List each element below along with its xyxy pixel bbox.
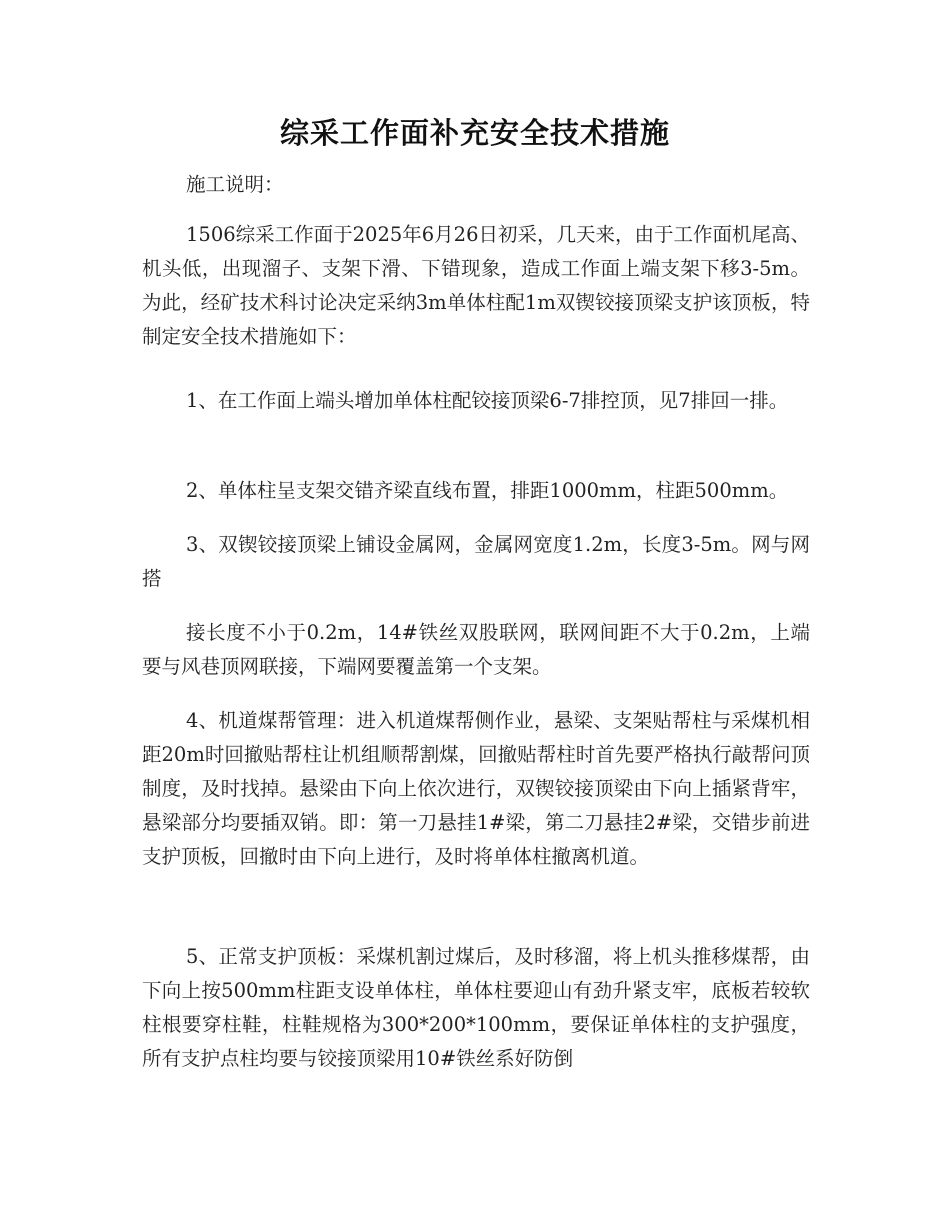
paragraph-background: 1506综采工作面于2025年6月26日初采，几天来，由于工作面机尾高、机头低，出现溜子、支架下滑、下错现象，造成工作面上端支架下移3-5m。为此，经矿技术科讨论决定采纳3m单体柱配1m双锲铰接顶梁支护该顶板，特制定安全技术措施如下： xyxy=(142,223,810,348)
paragraph-measure-3: 3、双锲铰接顶梁上铺设金属网，金属网宽度1.2m，长度3-5m。网与网搭 xyxy=(142,533,810,590)
paragraph-measure-5: 5、正常支护顶板：采煤机割过煤后，及时移溜，将上机头推移煤帮，由下向上按500mm柱距支设单体柱，单体柱要迎山有劲升紧支牢，底板若较软柱根要穿柱鞋，柱鞋规格为300*200*100mm，要保证单体柱的支护强度，所有支护点柱均要与铰接顶梁用10#铁丝系好防倒 xyxy=(142,945,810,1070)
paragraph-measure-4: 4、机道煤帮管理：进入机道煤帮侧作业，悬梁、支架贴帮柱与采煤机相距20m时回撤贴帮柱让机组顺帮割煤，回撤贴帮柱时首先要严格执行敲帮问顶制度，及时找掉。悬梁由下向上依次进行，双锲铰接顶梁由下向上插紧背牢，悬梁部分均要插双销。即：第一刀悬挂1#梁，第二刀悬挂2#梁，交错步前进支护顶板，回撤时由下向上进行，及时将单体柱撤离机道。 xyxy=(142,709,810,868)
paragraph-construction-note: 施工说明： xyxy=(186,173,284,196)
document-title: 综采工作面补充安全技术措施 xyxy=(279,116,670,150)
paragraph-measure-3-continued: 接长度不小于0.2m，14#铁丝双股联网，联网间距不大于0.2m，上端要与风巷顶网联接，下端网要覆盖第一个支架。 xyxy=(142,621,810,678)
paragraph-measure-1: 1、在工作面上端头增加单体柱配铰接顶梁6-7排控顶，见7排回一排。 xyxy=(186,389,789,412)
paragraph-measure-2: 2、单体柱呈支架交错齐梁直线布置，排距1000mm，柱距500mm。 xyxy=(186,479,789,502)
